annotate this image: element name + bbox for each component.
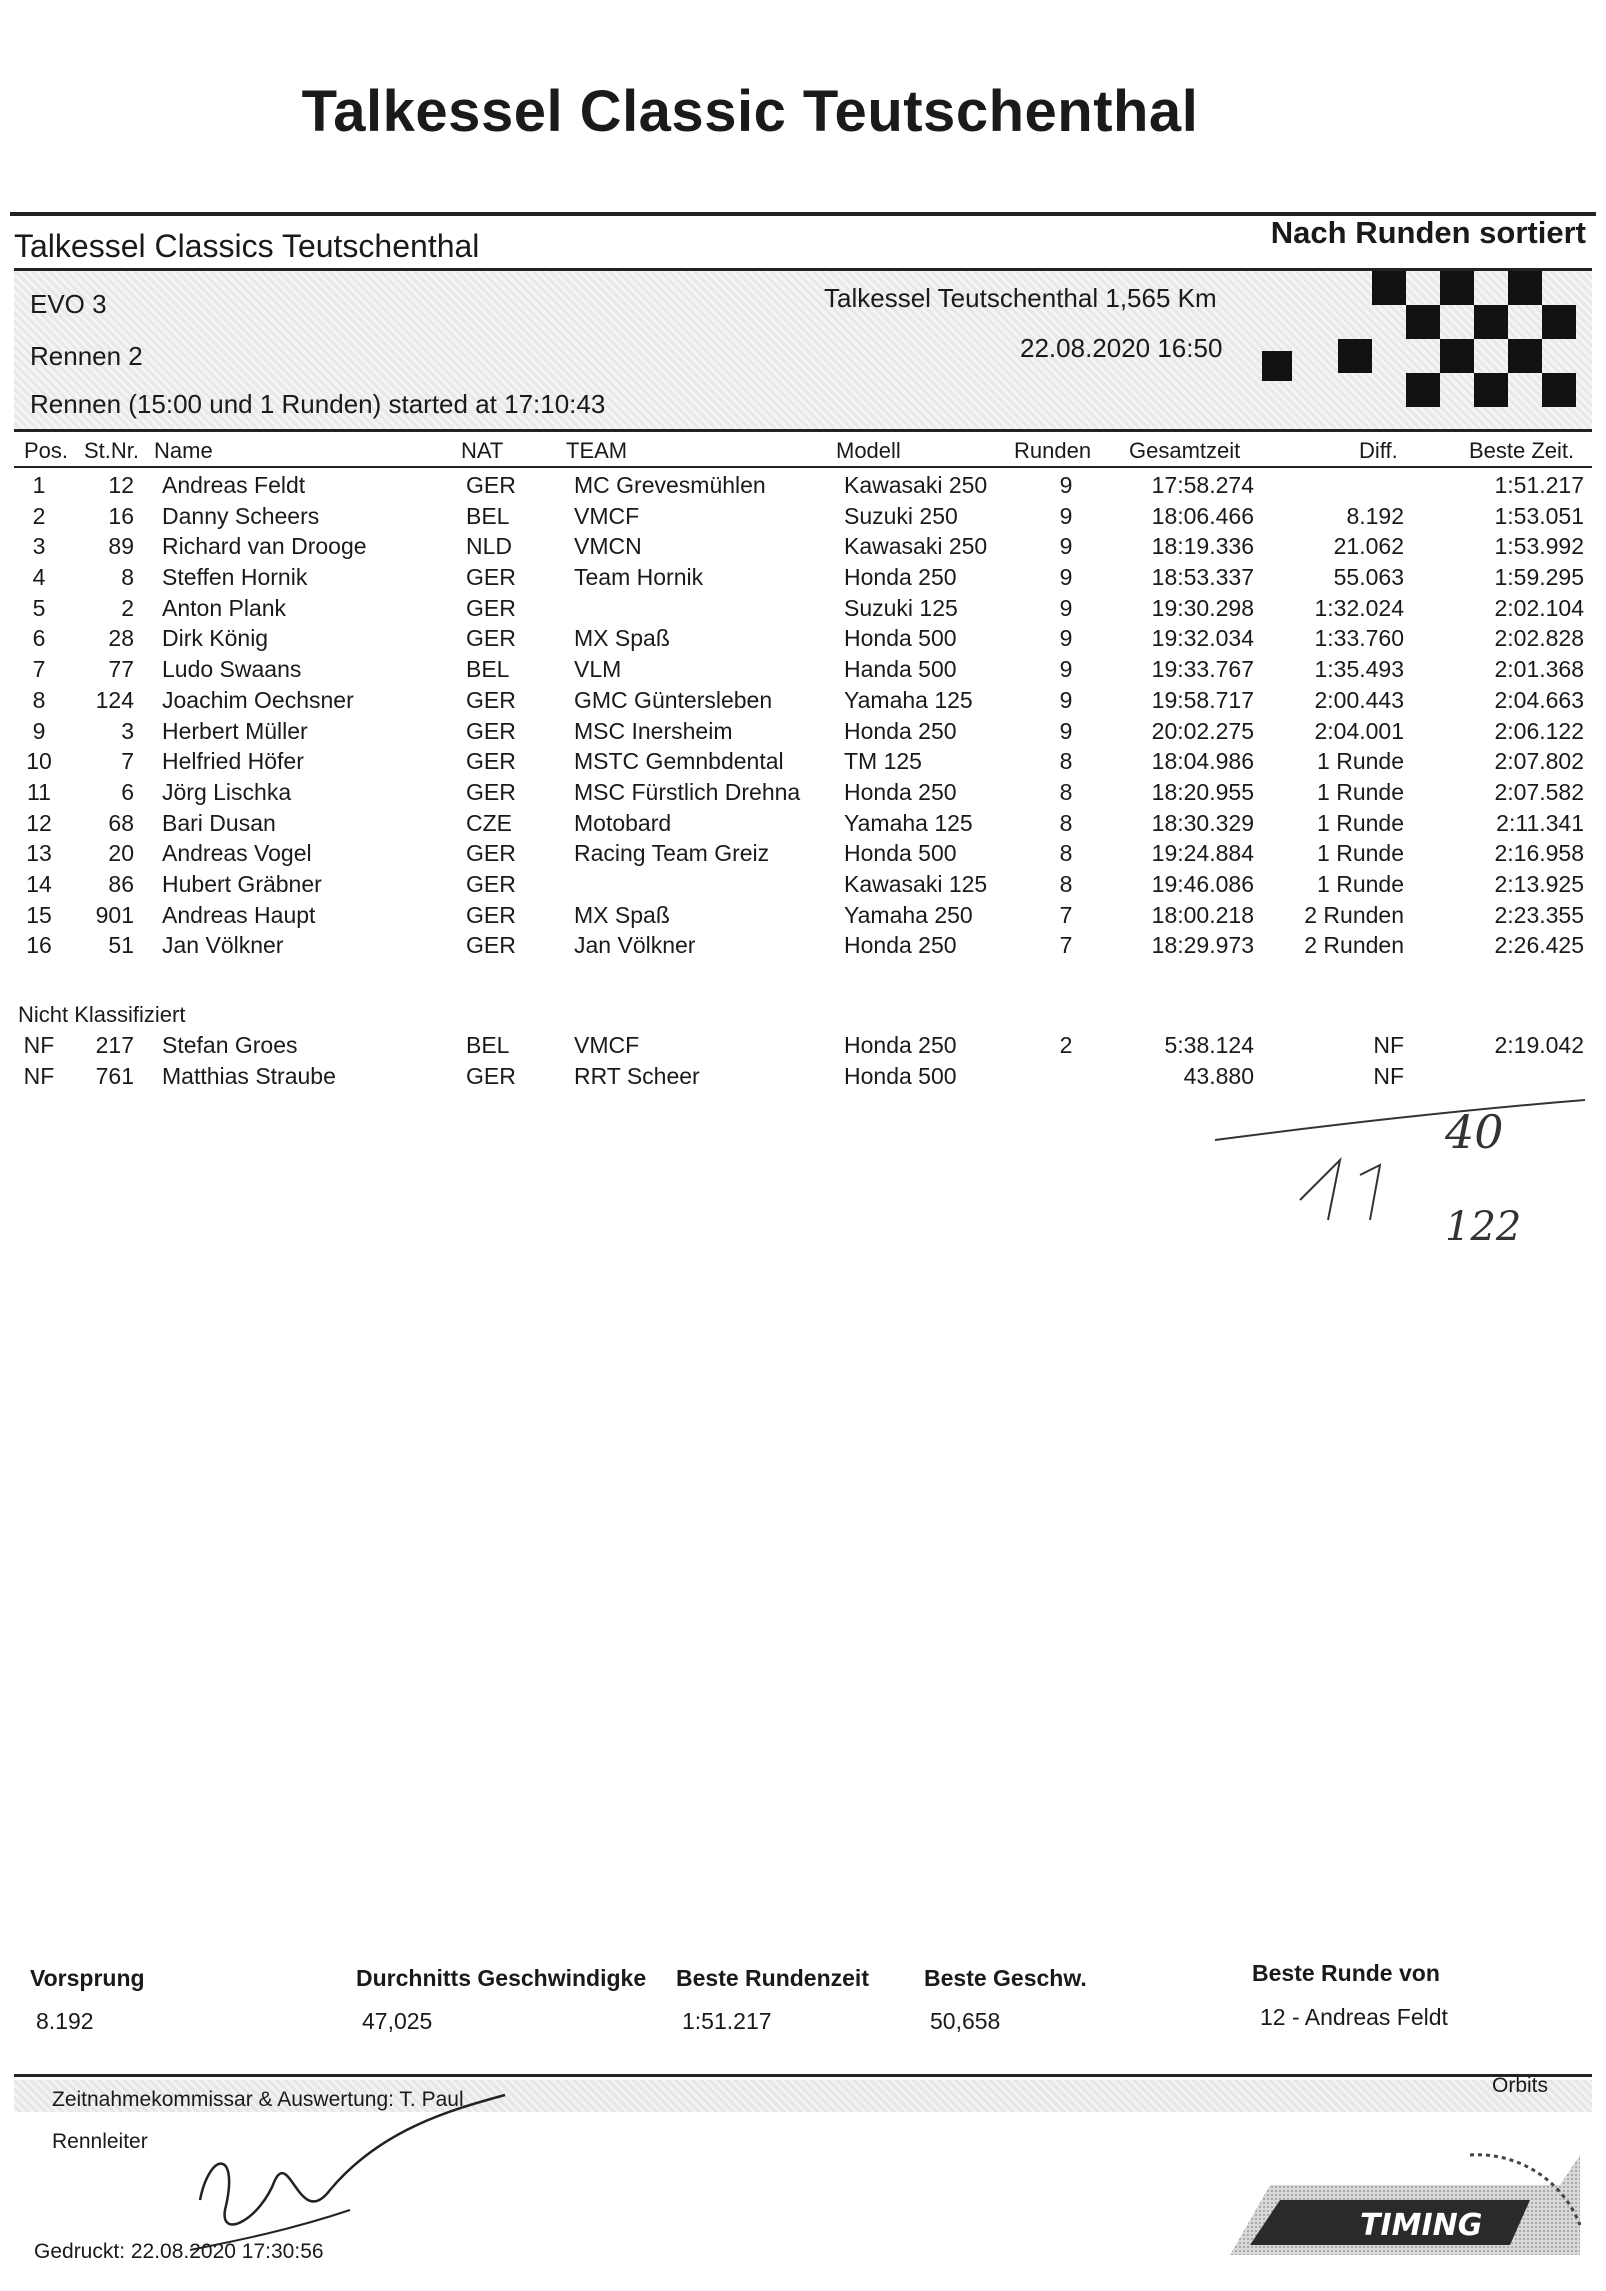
cell-diff: 8.192 — [1346, 502, 1404, 529]
cell-team: Team Hornik — [574, 564, 704, 591]
not-classified-label: Nicht Klassifiziert — [18, 1002, 186, 1027]
cell-team: MSC Fürstlich Drehna — [574, 778, 801, 805]
track-name: Talkessel Teutschenthal 1,565 Km — [824, 283, 1217, 313]
cell-name: Richard van Drooge — [162, 533, 367, 560]
cell-name: Anton Plank — [162, 594, 287, 621]
cell-best: 2:06.122 — [1494, 717, 1584, 744]
table-row — [14, 652, 1592, 683]
cell-diff: 1 Runde — [1317, 748, 1404, 775]
cell-model: Honda 250 — [844, 932, 957, 959]
cell-total: 18:06.466 — [1151, 502, 1254, 529]
best-lap-by-value: 12 - Andreas Feldt — [1260, 2004, 1448, 2030]
cell-nat: GER — [466, 472, 516, 498]
cell-total: 19:32.034 — [1151, 625, 1254, 652]
cell-name: Jan Völkner — [162, 932, 284, 959]
cell-model: Kawasaki 250 — [844, 472, 988, 498]
cell-team: VMCN — [574, 533, 642, 560]
cell-stnr: 77 — [108, 656, 134, 683]
best-lap-by-label: Beste Runde von — [1252, 1960, 1440, 1986]
cell-nat: GER — [466, 901, 516, 928]
cell-model: Honda 500 — [844, 1062, 957, 1089]
cell-pos: 10 — [26, 748, 52, 775]
best-speed-label: Beste Geschw. — [924, 1965, 1087, 1991]
cell-name: Jörg Lischka — [162, 778, 292, 805]
race-name: Rennen 2 — [30, 341, 143, 371]
cell-best: 2:07.582 — [1494, 778, 1584, 805]
cell-pos: 14 — [26, 870, 52, 897]
cell-laps: 2 — [1059, 1032, 1073, 1058]
cell-nat: GER — [466, 564, 516, 591]
table-row — [14, 928, 1592, 959]
cell-total: 19:33.767 — [1151, 656, 1254, 683]
cell-laps: 9 — [1059, 594, 1073, 621]
cell-total: 5:38.124 — [1164, 1032, 1254, 1058]
cell-diff: 1 Runde — [1317, 809, 1404, 836]
cell-pos: 16 — [26, 932, 52, 959]
avg-speed-value: 47,025 — [362, 2008, 433, 2034]
cell-name: Herbert Müller — [162, 717, 308, 744]
printed-timestamp: Gedruckt: 22.08.2020 17:30:56 — [34, 2240, 324, 2263]
cell-best: 2:01.368 — [1494, 656, 1584, 683]
cell-laps: 9 — [1059, 656, 1073, 683]
cell-stnr: 16 — [108, 502, 134, 529]
cell-model: Honda 250 — [844, 717, 957, 744]
col-name: Name — [154, 438, 213, 463]
table-row — [14, 714, 1592, 745]
cell-name: Danny Scheers — [162, 502, 320, 529]
cell-laps: 7 — [1059, 901, 1073, 928]
cell-nat: GER — [466, 1062, 516, 1089]
cell-laps: 9 — [1059, 564, 1073, 591]
lead-value: 8.192 — [36, 2008, 94, 2034]
col-stnr: St.Nr. — [84, 438, 140, 463]
col-team: TEAM — [566, 438, 628, 463]
cell-team: MSTC Gemnbdental — [574, 748, 784, 775]
cell-model: Honda 250 — [844, 564, 957, 591]
cell-diff: 2 Runden — [1304, 901, 1404, 928]
cell-total: 18:53.337 — [1151, 564, 1254, 591]
handwritten-number-2: 122 — [1445, 1204, 1522, 1250]
cell-best: 1:59.295 — [1494, 564, 1584, 591]
checkered-flag-icon — [1252, 271, 1592, 426]
table-row — [14, 683, 1592, 714]
cell-diff: 2:04.001 — [1314, 717, 1404, 744]
cell-pos: 9 — [32, 717, 46, 744]
avg-speed-label: Durchnitts Geschwindigke — [356, 1965, 647, 1991]
cell-model: TM 125 — [844, 748, 922, 775]
cell-diff: 1 Runde — [1317, 778, 1404, 805]
cell-nat: GER — [466, 686, 516, 713]
column-headers — [14, 438, 1592, 468]
cell-stnr: 3 — [121, 717, 134, 744]
cell-model: Honda 250 — [844, 1032, 957, 1058]
col-nat: NAT — [461, 438, 504, 463]
cell-diff: 1:32.024 — [1314, 594, 1404, 621]
cell-team: Motobard — [574, 809, 672, 836]
cell-team: RRT Scheer — [574, 1062, 700, 1089]
table-row — [14, 898, 1592, 929]
cell-model: Yamaha 125 — [844, 809, 973, 836]
lead-label: Vorsprung — [30, 1965, 145, 1991]
handwritten-number-1: 40 — [1445, 1105, 1504, 1159]
cell-best: 2:16.958 — [1494, 840, 1584, 867]
cell-laps: 8 — [1059, 840, 1073, 867]
cell-name: Joachim Oechsner — [162, 686, 354, 713]
col-total: Gesamtzeit — [1129, 438, 1241, 463]
cell-best: 2:07.802 — [1494, 748, 1584, 775]
cell-best: 2:02.104 — [1494, 594, 1584, 621]
cell-name: Ludo Swaans — [162, 656, 302, 683]
table-row — [14, 621, 1592, 652]
cell-diff: NF — [1373, 1032, 1404, 1058]
cell-team: Jan Völkner — [574, 932, 696, 959]
cell-total: 18:30.329 — [1151, 809, 1254, 836]
cell-diff: 2:00.443 — [1314, 686, 1404, 713]
best-lap-label: Beste Rundenzeit — [676, 1965, 869, 1991]
cell-nat: BEL — [466, 502, 510, 529]
cell-stnr: 86 — [108, 870, 134, 897]
cell-stnr: 28 — [108, 625, 134, 652]
cell-stnr: 217 — [95, 1032, 134, 1058]
cell-diff: 2 Runden — [1304, 932, 1404, 959]
organizer-name: Talkessel Classics Teutschenthal — [14, 228, 480, 264]
cell-team: Racing Team Greiz — [574, 840, 770, 867]
cell-pos: NF — [23, 1032, 55, 1058]
cell-best: 1:53.992 — [1494, 533, 1584, 560]
table-row — [14, 836, 1592, 867]
timekeeper-text: Zeitnahmekommissar & Auswertung: T. Paul — [52, 2088, 464, 2111]
cell-model: Kawasaki 250 — [844, 533, 988, 560]
cell-laps: 9 — [1059, 717, 1073, 744]
cell-best: 2:02.828 — [1494, 625, 1584, 652]
cell-laps: 9 — [1059, 472, 1073, 498]
cell-best: 2:04.663 — [1494, 686, 1584, 713]
cell-pos: 5 — [32, 594, 46, 621]
cell-nat: NLD — [466, 533, 513, 560]
cell-name: Steffen Hornik — [162, 564, 308, 591]
col-best: Beste Zeit. — [1469, 438, 1575, 463]
cell-team: VLM — [574, 656, 622, 683]
cell-best: 2:11.341 — [1496, 809, 1584, 836]
cell-pos: 4 — [32, 564, 46, 591]
race-datetime: 22.08.2020 16:50 — [1020, 333, 1223, 363]
cell-stnr: 7 — [121, 748, 134, 775]
cell-team: MX Spaß — [574, 901, 670, 928]
cell-nat: GER — [466, 840, 516, 867]
cell-total: 43.880 — [1183, 1062, 1254, 1089]
cell-model: Kawasaki 125 — [844, 870, 988, 897]
cell-model: Honda 500 — [844, 625, 957, 652]
results-table — [14, 468, 1592, 959]
cell-nat: GER — [466, 932, 516, 959]
cell-pos: 15 — [26, 901, 52, 928]
cell-name: Stefan Groes — [162, 1032, 298, 1058]
cell-total: 18:00.218 — [1151, 901, 1254, 928]
cell-total: 18:20.955 — [1151, 778, 1254, 805]
cell-stnr: 901 — [95, 901, 134, 928]
cell-diff: NF — [1373, 1062, 1404, 1089]
cell-nat: GER — [466, 594, 516, 621]
cell-model: Honda 500 — [844, 840, 957, 867]
table-row — [14, 867, 1592, 898]
cell-diff: 1 Runde — [1317, 840, 1404, 867]
cell-total: 19:24.884 — [1151, 840, 1254, 867]
cell-name: Bari Dusan — [162, 809, 276, 836]
table-row — [14, 591, 1592, 622]
cell-stnr: 124 — [95, 686, 134, 713]
cell-diff: 21.062 — [1333, 533, 1404, 560]
cell-laps: 8 — [1059, 809, 1073, 836]
cell-name: Andreas Feldt — [162, 472, 306, 498]
cell-nat: GER — [466, 625, 516, 652]
cell-laps: 9 — [1059, 533, 1073, 560]
table-row — [14, 529, 1592, 560]
cell-stnr: 68 — [108, 809, 134, 836]
cell-best: 2:19.042 — [1494, 1032, 1584, 1058]
cell-laps: 8 — [1059, 748, 1073, 775]
cell-total: 19:46.086 — [1151, 870, 1254, 897]
cell-model: Honda 250 — [844, 778, 957, 805]
cell-team: MSC Inersheim — [574, 717, 733, 744]
cell-laps: 7 — [1059, 932, 1073, 959]
cell-nat: GER — [466, 778, 516, 805]
cell-name: Hubert Gräbner — [162, 870, 322, 897]
cell-total: 17:58.274 — [1151, 472, 1254, 498]
cell-nat: BEL — [466, 1032, 510, 1058]
footer-rule — [14, 2074, 1592, 2077]
cell-model: Yamaha 250 — [844, 901, 973, 928]
cell-pos: 6 — [32, 625, 46, 652]
sort-label: Nach Runden sortiert — [1270, 215, 1586, 250]
table-row — [14, 744, 1592, 775]
cell-diff: 1:33.760 — [1314, 625, 1404, 652]
not-classified-row — [14, 1028, 1592, 1059]
cell-pos: 2 — [32, 502, 46, 529]
cell-pos: 8 — [32, 686, 46, 713]
cell-stnr: 51 — [108, 932, 134, 959]
cell-nat: BEL — [466, 656, 510, 683]
cell-total: 18:04.986 — [1151, 748, 1254, 775]
cell-team: MC Grevesmühlen — [574, 472, 766, 498]
cell-best: 1:51.217 — [1494, 472, 1584, 498]
cell-best: 1:53.051 — [1494, 502, 1584, 529]
timing-logo — [1210, 2145, 1590, 2265]
logo-text: TIMING — [1360, 2208, 1483, 2243]
event-info-box — [14, 268, 1592, 432]
cell-laps: 8 — [1059, 870, 1073, 897]
cell-team: MX Spaß — [574, 625, 670, 652]
class-name: EVO 3 — [30, 289, 107, 319]
cell-stnr: 89 — [108, 533, 134, 560]
cell-diff: 1:35.493 — [1314, 656, 1404, 683]
cell-pos: NF — [23, 1062, 55, 1089]
race-director-label: Rennleiter — [52, 2130, 148, 2153]
cell-stnr: 2 — [121, 594, 134, 621]
cell-stnr: 761 — [95, 1062, 134, 1089]
best-lap-value: 1:51.217 — [682, 2008, 772, 2034]
cell-laps: 9 — [1059, 686, 1073, 713]
table-row — [14, 499, 1592, 530]
document-title: Talkessel Classic Teutschenthal — [301, 79, 1199, 144]
cell-team: GMC Güntersleben — [574, 686, 773, 713]
cell-total: 18:19.336 — [1151, 533, 1254, 560]
cell-total: 20:02.275 — [1151, 717, 1254, 744]
cell-nat: GER — [466, 717, 516, 744]
cell-stnr: 12 — [108, 472, 134, 498]
cell-model: Suzuki 125 — [844, 594, 958, 621]
cell-pos: 11 — [27, 778, 51, 805]
table-row — [14, 775, 1592, 806]
cell-stnr: 6 — [121, 778, 134, 805]
cell-laps: 9 — [1059, 502, 1073, 529]
col-diff: Diff. — [1359, 438, 1398, 463]
cell-diff: 1 Runde — [1317, 870, 1404, 897]
cell-model: Yamaha 125 — [844, 686, 973, 713]
cell-pos: 7 — [32, 656, 46, 683]
cell-total: 19:30.298 — [1151, 594, 1254, 621]
signature — [180, 2090, 510, 2270]
cell-nat: GER — [466, 748, 516, 775]
cell-pos: 12 — [26, 809, 52, 836]
cell-pos: 1 — [32, 472, 46, 498]
cell-best: 2:26.425 — [1494, 932, 1584, 959]
col-pos: Pos. — [24, 438, 69, 463]
cell-name: Dirk König — [162, 625, 269, 652]
cell-pos: 3 — [32, 533, 46, 560]
cell-laps: 8 — [1059, 778, 1073, 805]
table-row — [14, 806, 1592, 837]
cell-pos: 13 — [26, 840, 52, 867]
cell-name: Andreas Haupt — [162, 901, 316, 928]
cell-best: 2:23.355 — [1494, 901, 1584, 928]
cell-total: 19:58.717 — [1151, 686, 1254, 713]
cell-stnr: 20 — [108, 840, 134, 867]
cell-name: Andreas Vogel — [162, 840, 312, 867]
cell-stnr: 8 — [121, 564, 134, 591]
table-row — [14, 560, 1592, 591]
col-laps: Runden — [1014, 438, 1092, 463]
cell-diff: 55.063 — [1333, 564, 1404, 591]
cell-laps: 9 — [1059, 625, 1073, 652]
cell-name: Matthias Straube — [162, 1062, 336, 1089]
cell-nat: CZE — [466, 809, 512, 836]
cell-model: Suzuki 250 — [844, 502, 958, 529]
best-speed-value: 50,658 — [930, 2008, 1001, 2034]
cell-team: VMCF — [574, 502, 640, 529]
race-format: Rennen (15:00 und 1 Runden) started at 17:10:43 — [30, 389, 606, 419]
cell-name: Helfried Höfer — [162, 748, 304, 775]
col-model: Modell — [836, 438, 901, 463]
cell-best: 2:13.925 — [1494, 870, 1584, 897]
cell-team: VMCF — [574, 1032, 640, 1058]
cell-total: 18:29.973 — [1151, 932, 1254, 959]
cell-model: Handa 500 — [844, 656, 957, 683]
orbits-label: Orbits — [1492, 2074, 1549, 2097]
cell-nat: GER — [466, 870, 516, 897]
table-row — [14, 468, 1592, 499]
handwritten-annotation — [1210, 1070, 1590, 1270]
